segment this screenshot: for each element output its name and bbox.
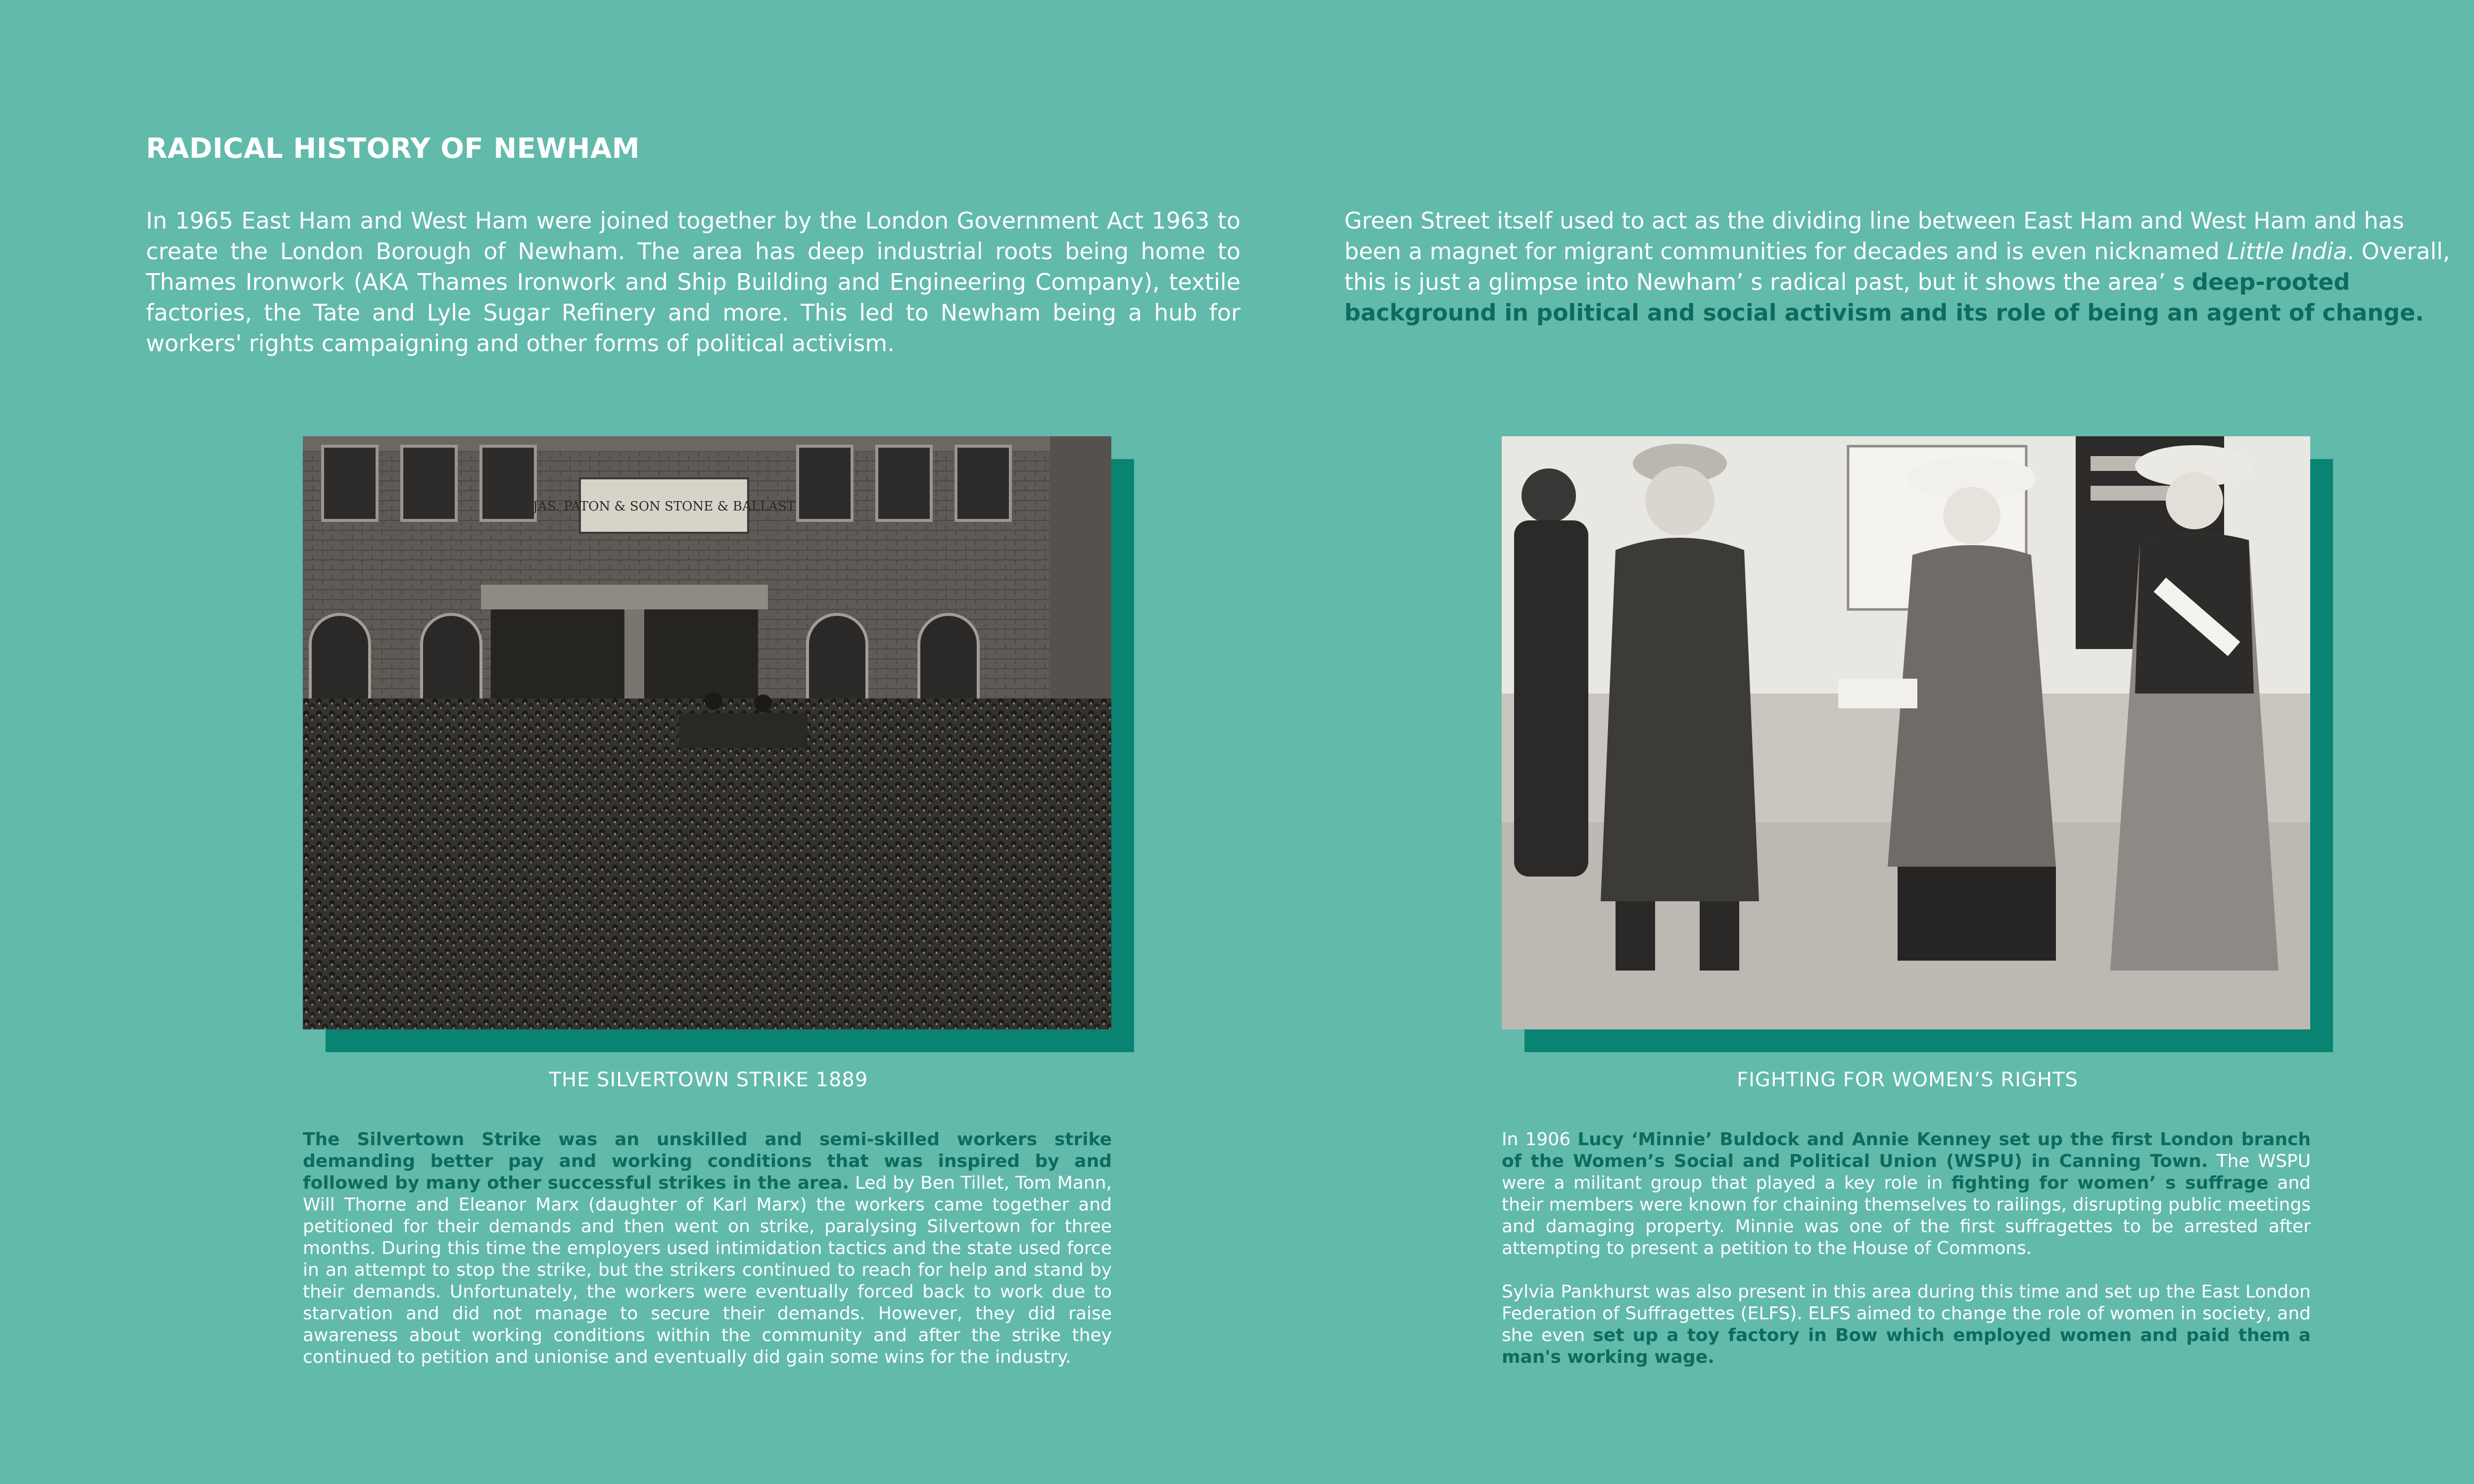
intro-right-text-2: . Overall, this is just a glimpse into Newham’ s radical past, but it shows the area’ s <box>1344 238 2450 295</box>
womens-rights-text: Sylvia Pankhurst was also present in this area during this time and set up the East London Federation of Suffragettes (ELFS). ELFS aimed to change the role of women in society, and she even <box>1502 1282 2311 1345</box>
intro-right-italic: Little India <box>2227 238 2347 265</box>
intro-right-text-1: Green Street itself used to act as the dividing line between East Ham and West Ham and has been a magnet for migrant communities for decades and is even nicknamed <box>1344 207 2404 265</box>
womens-rights-paragraph-2 <box>1502 1281 2311 1368</box>
womens-rights-caption: FIGHTING FOR WOMEN’S RIGHTS <box>1737 1068 2078 1091</box>
silvertown-photo-frame <box>303 436 1134 1052</box>
intro-left-paragraph: In 1965 East Ham and West Ham were joined together by the London Government Act 1963 to create the London Borough of Newham. The area has deep industrial roots being home to Thames Ironwork (AKA Thames Ironwork and Ship Building and Engineering Company), textile factories, the Tate and Lyle Sugar Refinery and more. This led to Newham being a hub for workers' rights campaigning and other forms of political activism. <box>146 207 1240 357</box>
womens-rights-highlight: set up a toy factory in Bow which employed women and paid them a man's working wage. <box>1502 1325 2311 1367</box>
silvertown-caption: THE SILVERTOWN STRIKE 1889 <box>549 1068 868 1091</box>
womens-rights-text: In 1906 <box>1502 1129 1578 1150</box>
page-title: RADICAL HISTORY OF NEWHAM <box>146 133 640 165</box>
crowd-illustration <box>303 436 1111 1029</box>
intro-right-highlight: deep-rooted background in political and social activism and its role of being an agent of change. <box>1344 269 2424 326</box>
silvertown-highlight: The Silvertown Strike was an unskilled and semi-skilled workers strike demanding better pay and working conditions that was inspired by and followed by many other successful strikes in the area. <box>303 1129 1112 1193</box>
suffragettes-photo-frame <box>1502 436 2333 1052</box>
silvertown-body <box>303 1129 1112 1368</box>
silvertown-text: Led by Ben Tillet, Tom Mann, Will Thorne and Eleanor Marx (daughter of Karl Marx) the workers came together and petitioned for their demands and then went on strike, paralysing Silvertown for three months. During this time the employers used intimidation tactics and the state used force in an attempt to stop the strike, but the strikers continued to reach for help and stand by their demands. Unfortunately, the workers were eventually forced back to work due to starvation and did not manage to secure their demands. However, they did raise awareness about working conditions within the community and after the strike they continued to petition and unionise and eventually did gain some wins for the industry. <box>303 1173 1112 1367</box>
suffragettes-illustration <box>1502 436 2310 1029</box>
womens-rights-highlight: Lucy ‘Minnie’ Buldock and Annie Kenney set up the first London branch of the Women’s Social and Political Union (WSPU) in Canning Town. <box>1502 1129 2311 1171</box>
womens-rights-text: and their members were known for chaining themselves to railings, disrupting public meetings and damaging property. Minnie was one of the first suffragettes to be arrested after attempting to present a petition to the House of Commons. <box>1502 1173 2311 1258</box>
womens-rights-paragraph-1 <box>1502 1129 2311 1259</box>
womens-rights-text: The WSPU were a militant group that played a key role in <box>1502 1151 2311 1193</box>
silvertown-strike-photo <box>303 436 1111 1029</box>
suffragettes-photo <box>1502 436 2310 1029</box>
womens-rights-highlight: fighting for women’ s suffrage <box>1951 1173 2269 1193</box>
womens-rights-body <box>1502 1129 2311 1390</box>
building-sign-text: JAS. PATON & SON STONE & BALLAST <box>532 499 796 514</box>
intro-right-paragraph <box>1344 205 2463 328</box>
